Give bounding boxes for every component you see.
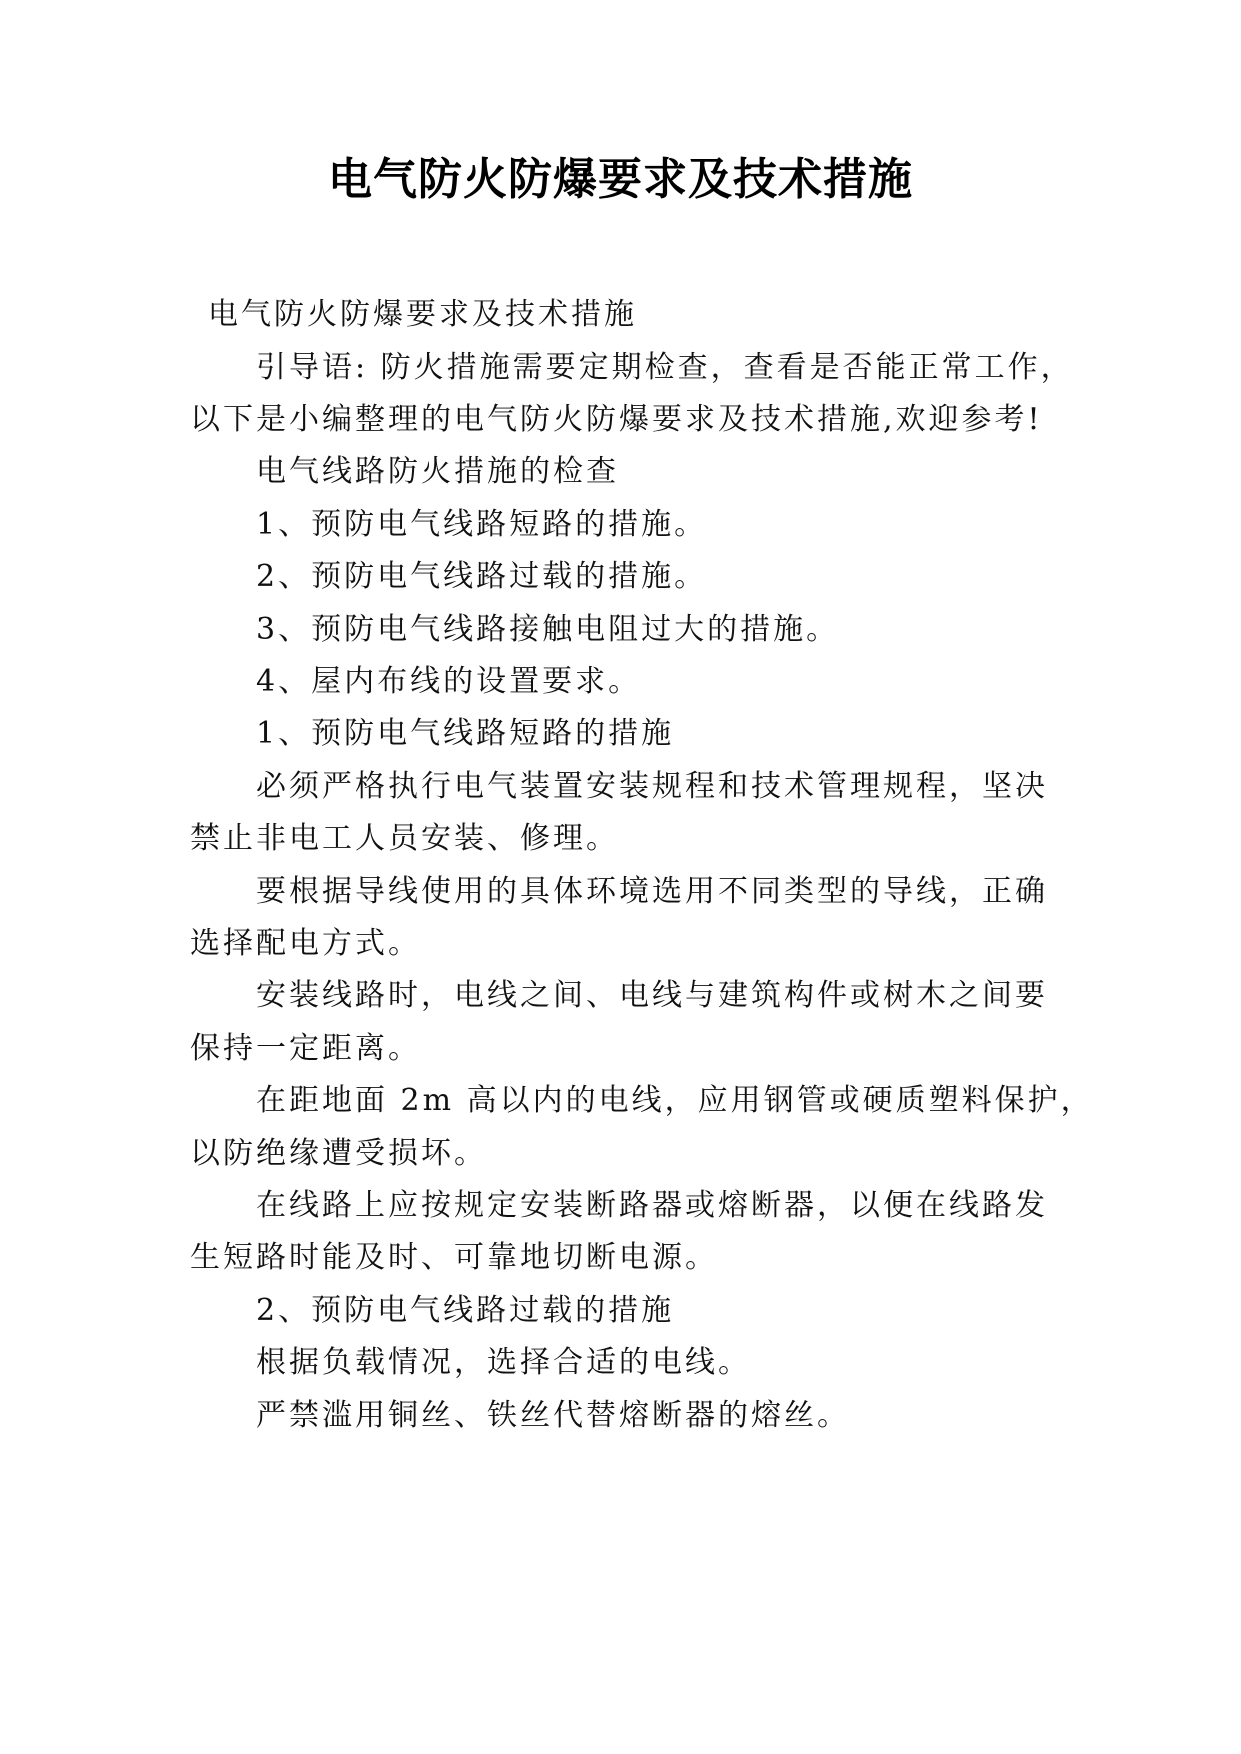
paragraph-line: 在距地面 2m 高以内的电线，应用钢管或硬质塑料保护， (256, 1083, 1094, 1118)
list-item: 2、预防电气线路过载的措施。 (256, 559, 708, 594)
paragraph-line: 要根据导线使用的具体环境选用不同类型的导线，正确 (256, 874, 1048, 909)
list-item: 4、屋内布线的设置要求。 (256, 664, 642, 699)
paragraph-line: 在线路上应按规定安装断路器或熔断器，以便在线路发 (256, 1188, 1048, 1223)
paragraph-line: 以下是小编整理的电气防火防爆要求及技术措施,欢迎参考! (190, 402, 1043, 437)
paragraph-line: 引导语: 防火措施需要定期检查，查看是否能正常工作， (256, 350, 1074, 385)
paragraph-line: 根据负载情况，选择合适的电线。 (256, 1345, 751, 1380)
paragraph-line: 严禁滥用铜丝、铁丝代替熔断器的熔丝。 (256, 1398, 850, 1433)
list-item: 1、预防电气线路短路的措施。 (256, 507, 708, 542)
paragraph-line: 选择配电方式。 (190, 926, 421, 961)
paragraph-line: 保持一定距离。 (190, 1031, 421, 1066)
paragraph-line: 生短路时能及时、可靠地切断电源。 (190, 1240, 718, 1275)
paragraph-line: 以防绝缘遭受损坏。 (190, 1136, 487, 1171)
paragraph-line: 安装线路时，电线之间、电线与建筑构件或树木之间要 (256, 978, 1048, 1013)
section-heading: 电气线路防火措施的检查 (256, 454, 619, 489)
paragraph-line: 必须严格执行电气装置安装规程和技术管理规程，坚决 (256, 769, 1048, 804)
section-heading: 1、预防电气线路短路的措施 (256, 716, 675, 751)
list-item: 3、预防电气线路接触电阻过大的措施。 (256, 612, 840, 647)
document-subtitle: 电气防火防爆要求及技术措施 (208, 297, 637, 332)
paragraph-line: 禁止非电工人员安装、修理。 (190, 821, 619, 856)
document-title: 电气防火防爆要求及技术措施 (328, 154, 913, 205)
section-heading: 2、预防电气线路过载的措施 (256, 1293, 675, 1328)
